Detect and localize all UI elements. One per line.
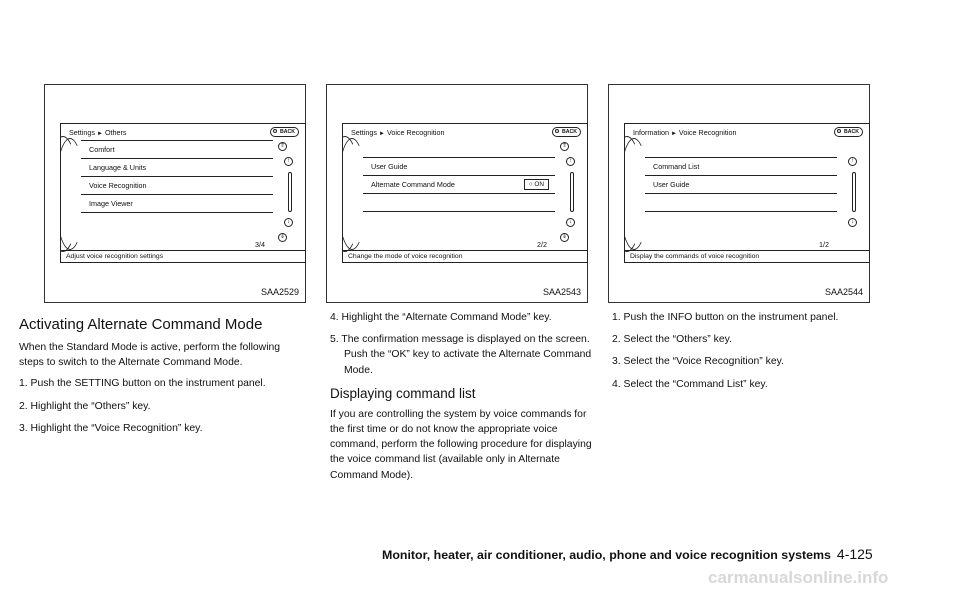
on-toggle[interactable] bbox=[524, 179, 549, 190]
scroll-up-icon[interactable]: ↑ bbox=[284, 157, 293, 166]
figure-id: SAA2529 bbox=[260, 287, 299, 297]
menu-item-voice-recognition[interactable]: Voice Recognition bbox=[81, 177, 273, 195]
page-number: 4-125 bbox=[836, 546, 873, 562]
step-item: 2. Highlight the “Others” key. bbox=[19, 400, 151, 412]
scrollbar[interactable] bbox=[570, 172, 574, 212]
step-item: 4. Highlight the “Alternate Command Mode” key. bbox=[330, 312, 552, 323]
scroll-down-icon[interactable]: ↓ bbox=[566, 218, 575, 227]
intro-paragraph: When the Standard Mode is active, perform the following steps to switch to the Alternate Command Mode. bbox=[19, 342, 281, 369]
scrollbar[interactable] bbox=[852, 172, 856, 212]
body-paragraph: If you are controlling the system by voice commands for the first time or do not know the appropriate voice command, perform the following procedure for displaying the voice command list (available only in Alternate Command Mode). bbox=[330, 408, 592, 481]
header-arrow-icon: ► bbox=[378, 131, 385, 137]
scroll-down-icon[interactable]: ↓ bbox=[284, 218, 293, 227]
menu-item-command-list[interactable]: Command List bbox=[645, 157, 837, 176]
menu-item-user-guide[interactable]: User Guide bbox=[363, 157, 555, 176]
header-label: Information bbox=[633, 128, 669, 137]
step-item: 3. Select the “Voice Recognition” key. bbox=[612, 356, 784, 368]
back-button[interactable]: BACK bbox=[834, 127, 863, 137]
scroll-controls bbox=[557, 142, 583, 242]
step-item: 1. Push the SETTING button on the instrument panel. bbox=[19, 378, 266, 390]
scroll-bottom-icon[interactable]: ⇓ bbox=[279, 234, 286, 240]
step-list bbox=[612, 310, 874, 392]
step-list bbox=[19, 376, 281, 436]
text-column-1 bbox=[19, 316, 281, 443]
display-screen bbox=[624, 123, 870, 263]
scrollbar[interactable] bbox=[288, 172, 292, 212]
menu-item-empty bbox=[645, 194, 837, 212]
menu-item-label: Alternate Command Mode bbox=[371, 180, 455, 189]
back-button[interactable]: BACK bbox=[270, 127, 299, 137]
menu-item-empty bbox=[363, 194, 555, 212]
step-list bbox=[330, 310, 592, 378]
header-arrow-icon: ► bbox=[670, 131, 677, 137]
page-footer bbox=[382, 546, 873, 562]
scroll-controls bbox=[275, 142, 301, 242]
section-heading: Displaying command list bbox=[330, 385, 476, 401]
screen-header bbox=[69, 128, 127, 137]
status-line: Adjust voice recognition settings bbox=[61, 250, 305, 262]
step-item: 2. Select the “Others” key. bbox=[612, 334, 732, 346]
figure-settings-others bbox=[44, 84, 306, 303]
screen-header bbox=[633, 128, 736, 137]
figure-information-voice-recognition bbox=[608, 84, 870, 303]
figure-id: SAA2543 bbox=[542, 287, 581, 297]
screen-header bbox=[351, 128, 444, 137]
header-arrow-icon: ► bbox=[96, 131, 103, 137]
scroll-controls bbox=[839, 142, 865, 242]
figure-settings-voice-recognition bbox=[326, 84, 588, 303]
display-screen bbox=[60, 123, 306, 263]
text-column-3 bbox=[612, 310, 874, 399]
menu-list bbox=[81, 140, 273, 213]
figure-id: SAA2544 bbox=[824, 287, 863, 297]
page-indicator: 3/4 bbox=[255, 240, 265, 249]
menu-list bbox=[363, 157, 555, 212]
watermark: carmanualsonline.info bbox=[708, 568, 889, 587]
display-screen bbox=[342, 123, 588, 263]
scroll-up-icon[interactable]: ↑ bbox=[566, 157, 575, 166]
scroll-bottom-icon[interactable]: ⇓ bbox=[561, 234, 568, 240]
footer-section-title: Monitor, heater, air conditioner, audio, phone and voice recognition systems bbox=[382, 548, 831, 562]
page-indicator: 1/2 bbox=[819, 240, 829, 249]
header-label: Settings bbox=[69, 128, 95, 137]
header-target: Voice Recognition bbox=[386, 128, 445, 137]
scroll-up-icon[interactable]: ↑ bbox=[848, 157, 857, 166]
toggle-indicator-icon: ○ bbox=[528, 181, 533, 188]
step-item: 4. Select the “Command List” key. bbox=[612, 378, 768, 390]
back-button[interactable]: BACK bbox=[552, 127, 581, 137]
page-indicator: 2/2 bbox=[537, 240, 547, 249]
menu-list bbox=[645, 157, 837, 212]
status-line: Display the commands of voice recognition bbox=[625, 250, 869, 262]
header-target: Others bbox=[104, 128, 127, 137]
menu-item-image-viewer[interactable]: Image Viewer bbox=[81, 195, 273, 213]
menu-item-user-guide[interactable]: User Guide bbox=[645, 176, 837, 194]
scroll-top-icon[interactable]: ⇑ bbox=[561, 143, 568, 149]
section-heading: Activating Alternate Command Mode bbox=[19, 316, 263, 333]
menu-item-language-units[interactable]: Language & Units bbox=[81, 159, 273, 177]
toggle-label: ON bbox=[534, 181, 544, 188]
step-item: 5. The confirmation message is displayed on the screen. Push the “OK” key to activate the Alternate Command Mode. bbox=[330, 334, 592, 376]
text-column-2 bbox=[330, 310, 592, 489]
header-target: Voice Recognition bbox=[678, 128, 737, 137]
menu-item-alternate-command-mode[interactable] bbox=[363, 176, 555, 194]
scroll-top-icon[interactable]: ⇑ bbox=[279, 143, 286, 149]
step-item: 1. Push the INFO button on the instrument panel. bbox=[612, 312, 839, 323]
status-line: Change the mode of voice recognition bbox=[343, 250, 587, 262]
step-item: 3. Highlight the “Voice Recognition” key. bbox=[19, 422, 203, 434]
scroll-down-icon[interactable]: ↓ bbox=[848, 218, 857, 227]
header-label: Settings bbox=[351, 128, 377, 137]
menu-item-comfort[interactable]: Comfort bbox=[81, 140, 273, 159]
